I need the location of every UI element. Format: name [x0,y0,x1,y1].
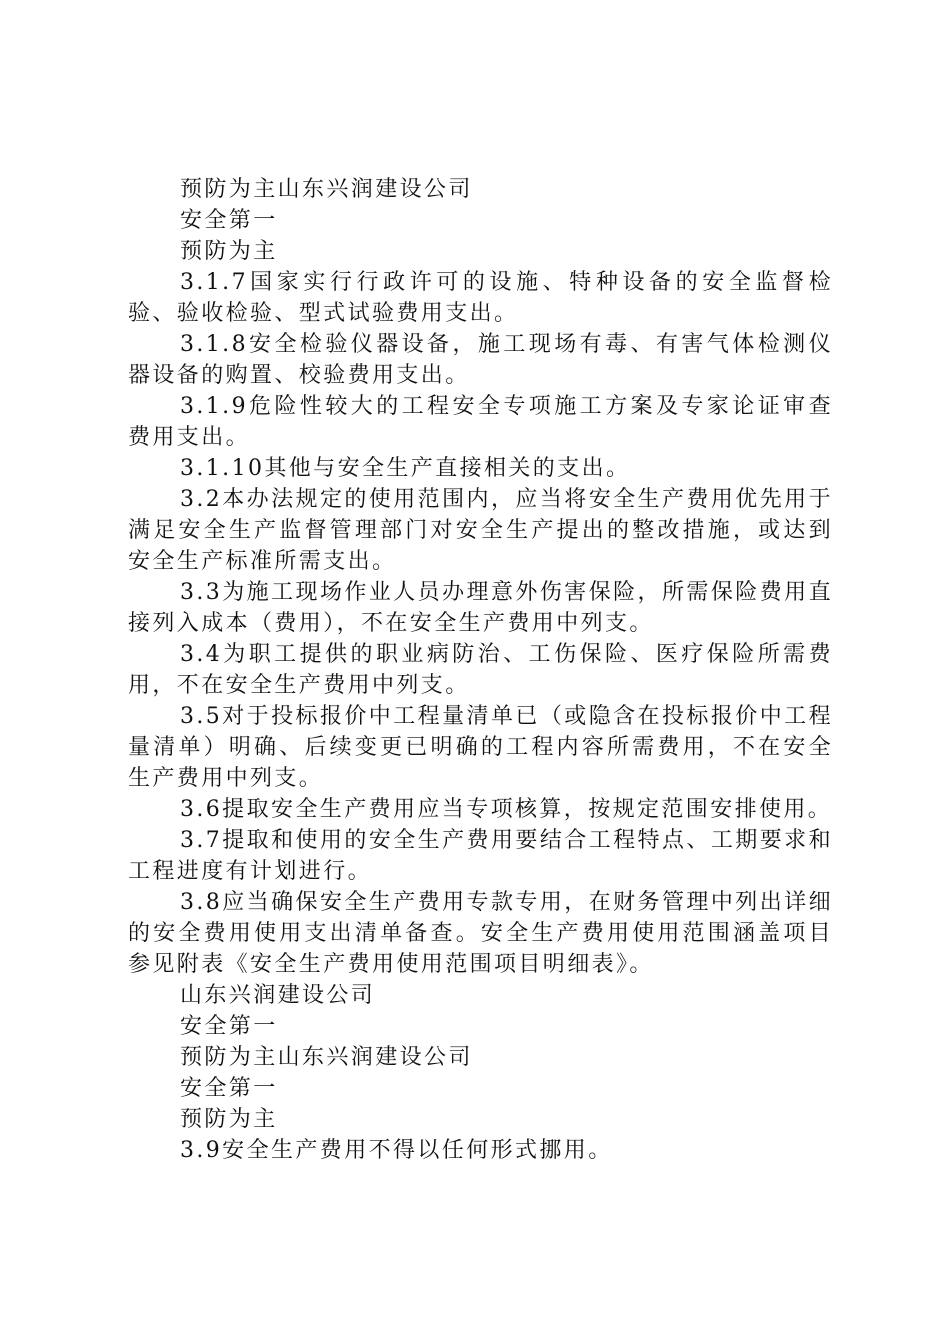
paragraph-3-1-9: 3.1.9危险性较大的工程安全专项施工方案及专家论证审查费用支出。 [128,394,833,450]
footer-line-1: 山东兴润建设公司 [180,983,376,1008]
paragraph-3-8: 3.8应当确保安全生产费用专款专用，在财务管理中列出详细的安全费用使用支出清单备查。安全生产费用使用范围涵盖项目参见附表《安全生产费用使用范围项目明细表》。 [128,890,833,977]
footer-line-5: 预防为主 [180,1107,278,1132]
header-line-3: 预防为主 [180,239,278,264]
paragraph-3-4: 3.4为职工提供的职业病防治、工伤保险、医疗保险所需费用，不在安全生产费用中列支。 [128,642,833,698]
footer-line-3: 预防为主山东兴润建设公司 [180,1045,473,1070]
paragraph-3-9: 3.9安全生产费用不得以任何形式挪用。 [180,1138,613,1163]
footer-line-4: 安全第一 [180,1076,278,1101]
paragraph-3-3: 3.3为施工现场作业人员办理意外伤害保险，所需保险费用直接列入成本（费用），不在安全生产费用中列支。 [128,580,833,636]
document-body [128,174,833,1166]
paragraph-3-1-8: 3.1.8安全检验仪器设备，施工现场有毒、有害气体检测仪器设备的购置、校验费用支出。 [128,332,833,388]
header-line-1: 预防为主山东兴润建设公司 [180,177,473,202]
header-line-2: 安全第一 [180,208,278,233]
paragraph-3-1-7: 3.1.7国家实行行政许可的设施、特种设备的安全监督检验、验收检验、型式试验费用支出。 [128,270,833,326]
paragraph-3-2: 3.2本办法规定的使用范围内，应当将安全生产费用优先用于满足安全生产监督管理部门对安全生产提出的整改措施，或达到安全生产标准所需支出。 [128,487,833,574]
paragraph-3-5: 3.5对于投标报价中工程量清单已（或隐含在投标报价中工程量清单）明确、后续变更已明确的工程内容所需费用，不在安全生产费用中列支。 [128,704,833,791]
paragraph-3-7: 3.7提取和使用的安全生产费用要结合工程特点、工期要求和工程进度有计划进行。 [128,828,833,884]
paragraph-3-1-10: 3.1.10其他与安全生产直接相关的支出。 [180,456,631,481]
footer-line-2: 安全第一 [180,1014,278,1039]
paragraph-3-6: 3.6提取安全生产费用应当专项核算，按规定范围安排使用。 [180,797,833,822]
